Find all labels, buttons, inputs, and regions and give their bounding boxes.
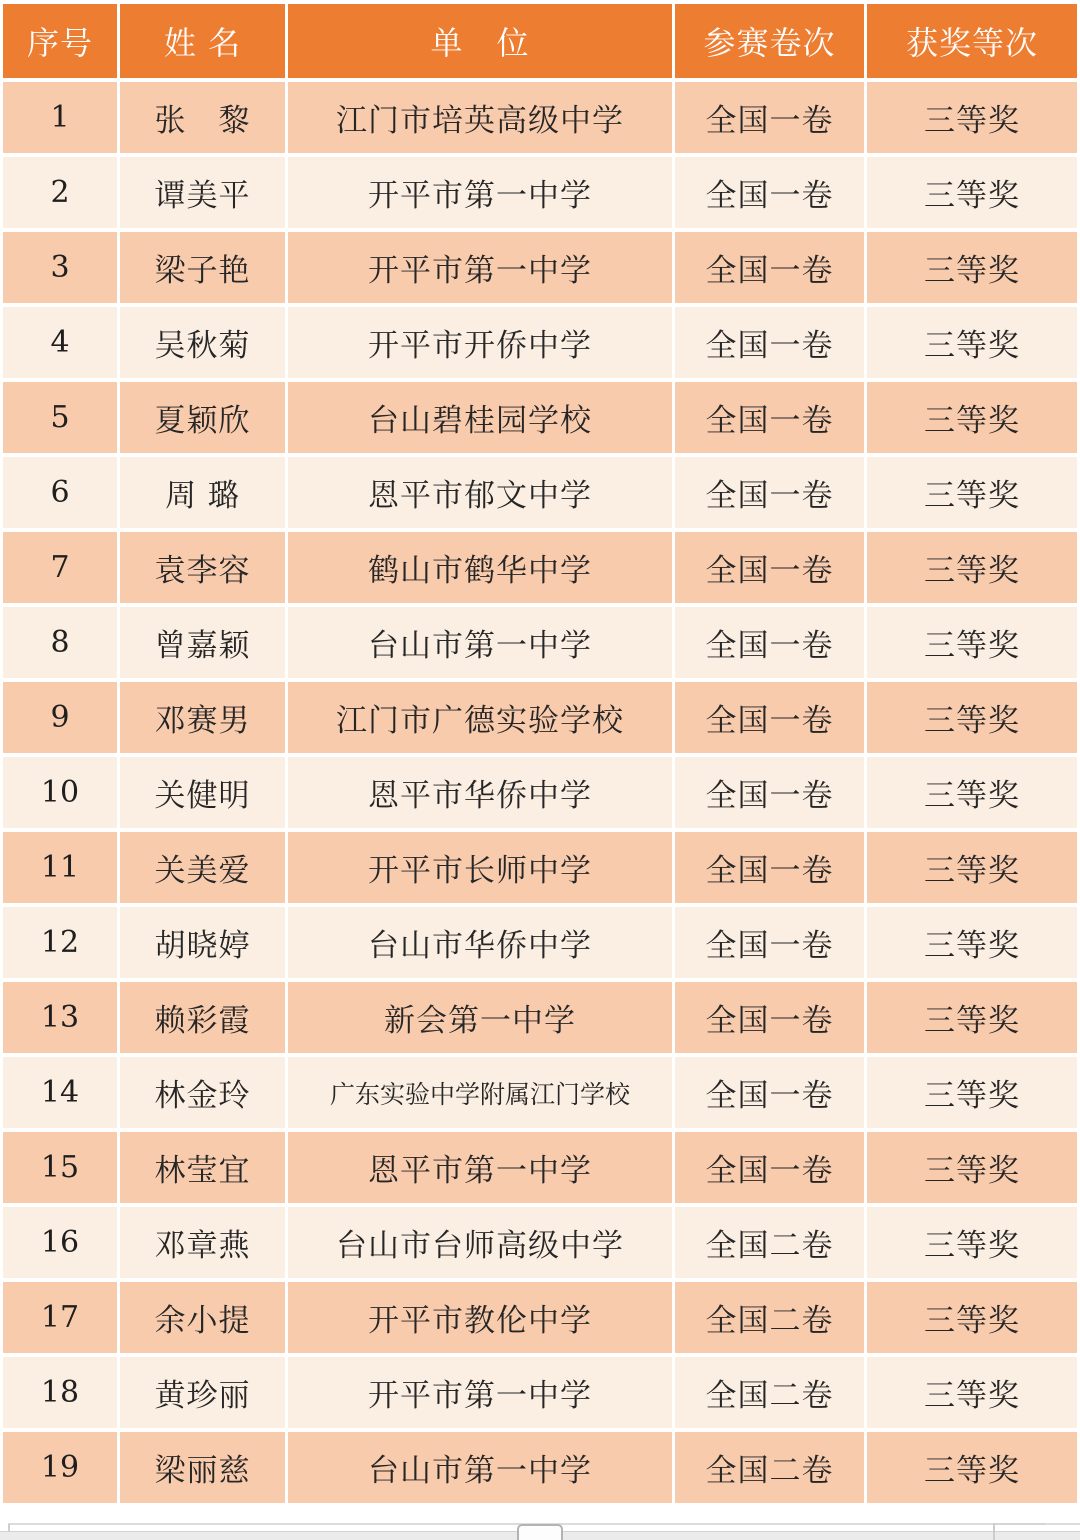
cell-name: 林金玲 <box>120 1057 285 1128</box>
cell-award: 三等奖 <box>867 82 1077 153</box>
table-row <box>3 232 1077 303</box>
table-row <box>3 607 1077 678</box>
cell-unit: 恩平市郁文中学 <box>288 457 672 528</box>
cell-name: 夏颖欣 <box>120 382 285 453</box>
cell-num: 3 <box>3 232 117 303</box>
cell-paper: 全国一卷 <box>675 982 864 1053</box>
scroll-center-button[interactable] <box>517 1524 563 1540</box>
cell-num: 14 <box>3 1057 117 1128</box>
cell-award: 三等奖 <box>867 1357 1077 1428</box>
cell-name: 张 黎 <box>120 82 285 153</box>
cell-paper: 全国一卷 <box>675 607 864 678</box>
cell-name: 胡晓婷 <box>120 907 285 978</box>
table-row <box>3 757 1077 828</box>
cell-unit: 广东实验中学附属江门学校 <box>288 1057 672 1128</box>
cell-num: 15 <box>3 1132 117 1203</box>
table-row <box>3 982 1077 1053</box>
cell-paper: 全国一卷 <box>675 457 864 528</box>
cell-award: 三等奖 <box>867 907 1077 978</box>
col-header-name: 姓 名 <box>120 4 285 78</box>
cell-num: 5 <box>3 382 117 453</box>
table-row <box>3 832 1077 903</box>
cell-award: 三等奖 <box>867 682 1077 753</box>
cell-num: 17 <box>3 1282 117 1353</box>
cell-num: 12 <box>3 907 117 978</box>
cell-paper: 全国二卷 <box>675 1357 864 1428</box>
cell-name: 赖彩霞 <box>120 982 285 1053</box>
cell-num: 6 <box>3 457 117 528</box>
table-row <box>3 1432 1077 1503</box>
cell-num: 13 <box>3 982 117 1053</box>
table-row <box>3 382 1077 453</box>
cell-paper: 全国二卷 <box>675 1432 864 1503</box>
cell-award: 三等奖 <box>867 1057 1077 1128</box>
table-row <box>3 1207 1077 1278</box>
cell-num: 9 <box>3 682 117 753</box>
cell-unit: 台山市台师高级中学 <box>288 1207 672 1278</box>
cell-unit: 开平市第一中学 <box>288 1357 672 1428</box>
scrollbar-divider <box>993 1523 995 1540</box>
cell-num: 8 <box>3 607 117 678</box>
cell-award: 三等奖 <box>867 607 1077 678</box>
cell-paper: 全国一卷 <box>675 157 864 228</box>
cell-unit: 开平市第一中学 <box>288 157 672 228</box>
cell-unit: 开平市第一中学 <box>288 232 672 303</box>
cell-unit: 鹤山市鹤华中学 <box>288 532 672 603</box>
table-row <box>3 532 1077 603</box>
cell-paper: 全国一卷 <box>675 307 864 378</box>
cell-award: 三等奖 <box>867 982 1077 1053</box>
cell-num: 2 <box>3 157 117 228</box>
cell-num: 18 <box>3 1357 117 1428</box>
table-row <box>3 1057 1077 1128</box>
cell-paper: 全国一卷 <box>675 532 864 603</box>
cell-name: 余小提 <box>120 1282 285 1353</box>
cell-name: 黄珍丽 <box>120 1357 285 1428</box>
cell-unit: 开平市教伦中学 <box>288 1282 672 1353</box>
cell-unit: 台山碧桂园学校 <box>288 382 672 453</box>
col-header-award: 获奖等次 <box>867 4 1077 78</box>
cell-unit: 台山市第一中学 <box>288 1432 672 1503</box>
cell-num: 19 <box>3 1432 117 1503</box>
cell-unit: 新会第一中学 <box>288 982 672 1053</box>
cell-award: 三等奖 <box>867 1207 1077 1278</box>
cell-name: 邓章燕 <box>120 1207 285 1278</box>
cell-paper: 全国一卷 <box>675 1132 864 1203</box>
cell-name: 吴秋菊 <box>120 307 285 378</box>
cell-unit: 恩平市第一中学 <box>288 1132 672 1203</box>
cell-paper: 全国一卷 <box>675 907 864 978</box>
cell-award: 三等奖 <box>867 1282 1077 1353</box>
cell-paper: 全国一卷 <box>675 1057 864 1128</box>
cell-paper: 全国一卷 <box>675 832 864 903</box>
cell-unit: 江门市培英高级中学 <box>288 82 672 153</box>
cell-award: 三等奖 <box>867 232 1077 303</box>
cell-num: 7 <box>3 532 117 603</box>
cell-unit: 江门市广德实验学校 <box>288 682 672 753</box>
cell-paper: 全国二卷 <box>675 1207 864 1278</box>
table-row <box>3 682 1077 753</box>
cell-award: 三等奖 <box>867 382 1077 453</box>
table-row <box>3 1357 1077 1428</box>
table-row <box>3 457 1077 528</box>
cell-name: 谭美平 <box>120 157 285 228</box>
table-row <box>3 1282 1077 1353</box>
cell-paper: 全国一卷 <box>675 757 864 828</box>
cell-num: 1 <box>3 82 117 153</box>
table-header-row <box>3 4 1077 78</box>
cell-num: 16 <box>3 1207 117 1278</box>
cell-paper: 全国一卷 <box>675 82 864 153</box>
cell-paper: 全国一卷 <box>675 382 864 453</box>
cell-name: 袁李容 <box>120 532 285 603</box>
cell-award: 三等奖 <box>867 757 1077 828</box>
bottom-strip <box>0 1510 1080 1540</box>
table-row <box>3 907 1077 978</box>
cell-name: 邓赛男 <box>120 682 285 753</box>
table-row <box>3 1132 1077 1203</box>
cell-award: 三等奖 <box>867 532 1077 603</box>
cell-award: 三等奖 <box>867 157 1077 228</box>
cell-unit: 台山市华侨中学 <box>288 907 672 978</box>
cell-paper: 全国一卷 <box>675 682 864 753</box>
cell-name: 梁丽慈 <box>120 1432 285 1503</box>
cell-name: 曾嘉颖 <box>120 607 285 678</box>
cell-award: 三等奖 <box>867 1432 1077 1503</box>
cell-paper: 全国一卷 <box>675 232 864 303</box>
cell-unit: 开平市开侨中学 <box>288 307 672 378</box>
cell-award: 三等奖 <box>867 307 1077 378</box>
cell-unit: 恩平市华侨中学 <box>288 757 672 828</box>
cell-name: 林莹宜 <box>120 1132 285 1203</box>
cell-num: 11 <box>3 832 117 903</box>
col-header-paper: 参赛卷次 <box>675 4 864 78</box>
col-header-number: 序号 <box>3 4 117 78</box>
scrollbar-right-segment <box>993 1523 1045 1525</box>
table-row <box>3 157 1077 228</box>
cell-unit: 开平市长师中学 <box>288 832 672 903</box>
cell-award: 三等奖 <box>867 1132 1077 1203</box>
table-row <box>3 82 1077 153</box>
cell-name: 周 璐 <box>120 457 285 528</box>
cell-name: 关健明 <box>120 757 285 828</box>
cell-num: 4 <box>3 307 117 378</box>
cell-award: 三等奖 <box>867 832 1077 903</box>
cell-name: 关美爱 <box>120 832 285 903</box>
cell-paper: 全国二卷 <box>675 1282 864 1353</box>
cell-award: 三等奖 <box>867 457 1077 528</box>
cell-num: 10 <box>3 757 117 828</box>
cell-name: 梁子艳 <box>120 232 285 303</box>
table-row <box>3 307 1077 378</box>
cell-unit: 台山市第一中学 <box>288 607 672 678</box>
col-header-unit: 单 位 <box>288 4 672 78</box>
